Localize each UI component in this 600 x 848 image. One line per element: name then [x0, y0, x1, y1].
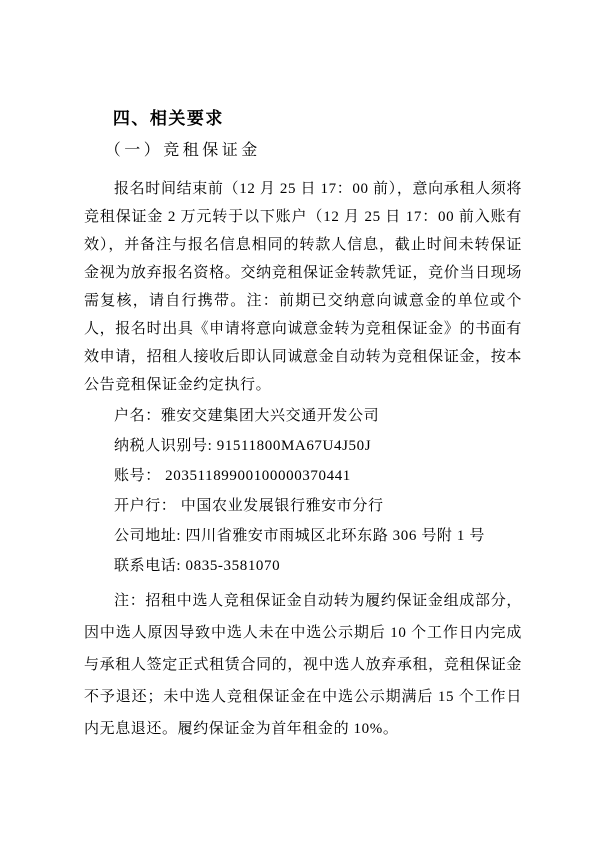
- bank-name-value: 中国农业发展银行雅安市分行: [180, 498, 384, 514]
- company-address-line: [84, 521, 522, 551]
- account-holder-value: 雅安交建集团大兴交通开发公司: [160, 408, 380, 424]
- contact-phone-value: 0835-3581070: [185, 558, 281, 574]
- bank-name-line: [84, 491, 522, 521]
- account-number-line: [84, 461, 522, 491]
- company-address-label: 公司地址:: [114, 528, 186, 544]
- company-address-value: 四川省雅安市雨城区北环东路 306 号附 1 号: [185, 528, 485, 544]
- section-heading: 四、相关要求: [112, 109, 224, 128]
- note-paragraph: 注：招租中选人竞租保证金自动转为履约保证金组成部分，因中选人原因导致中选人未在中选公示期后 10 个工作日内完成与承租人签定正式租赁合同的，视中选人放弃承租，竞租保证金不予退还；未中选人竞租保证金在中选公示期满后 15 个工作日内无息退还。履约保证金为首年租金的 10%。: [84, 593, 522, 737]
- account-holder-line: [84, 401, 522, 431]
- contact-phone-line: [84, 551, 522, 581]
- taxpayer-id-value: 91511800MA67U4J50J: [216, 438, 372, 454]
- taxpayer-id-line: [84, 431, 522, 461]
- account-number-label: 账号：: [114, 468, 166, 484]
- account-holder-label: 户名：: [114, 408, 161, 424]
- contact-phone-label: 联系电话:: [114, 558, 186, 574]
- account-number-value: 20351189900100000370441: [165, 468, 351, 484]
- subsection-heading: （一）竞租保证金: [104, 142, 261, 159]
- deposit-instructions-paragraph: 报名时间结束前（12 月 25 日 17：00 前），意向承租人须将竞租保证金 2 万元转于以下账户（12 月 25 日 17：00 前入账有效），并备注与报名信息相同的转款人信息，截止时间未转保证金视为放弃报名资格。交纳竞租保证金转款凭证，竞价当日现场需复核，请自行携带。注：前期已交纳意向诚意金的单位或个人，报名时出具《申请将意向诚意金转为竞租保证金》的书面有效申请，招租人接收后即认同诚意金自动转为竞租保证金，按本公告竞租保证金约定执行。: [84, 181, 522, 393]
- taxpayer-id-label: 纳税人识别号:: [114, 438, 217, 454]
- bank-name-label: 开户行：: [114, 498, 181, 514]
